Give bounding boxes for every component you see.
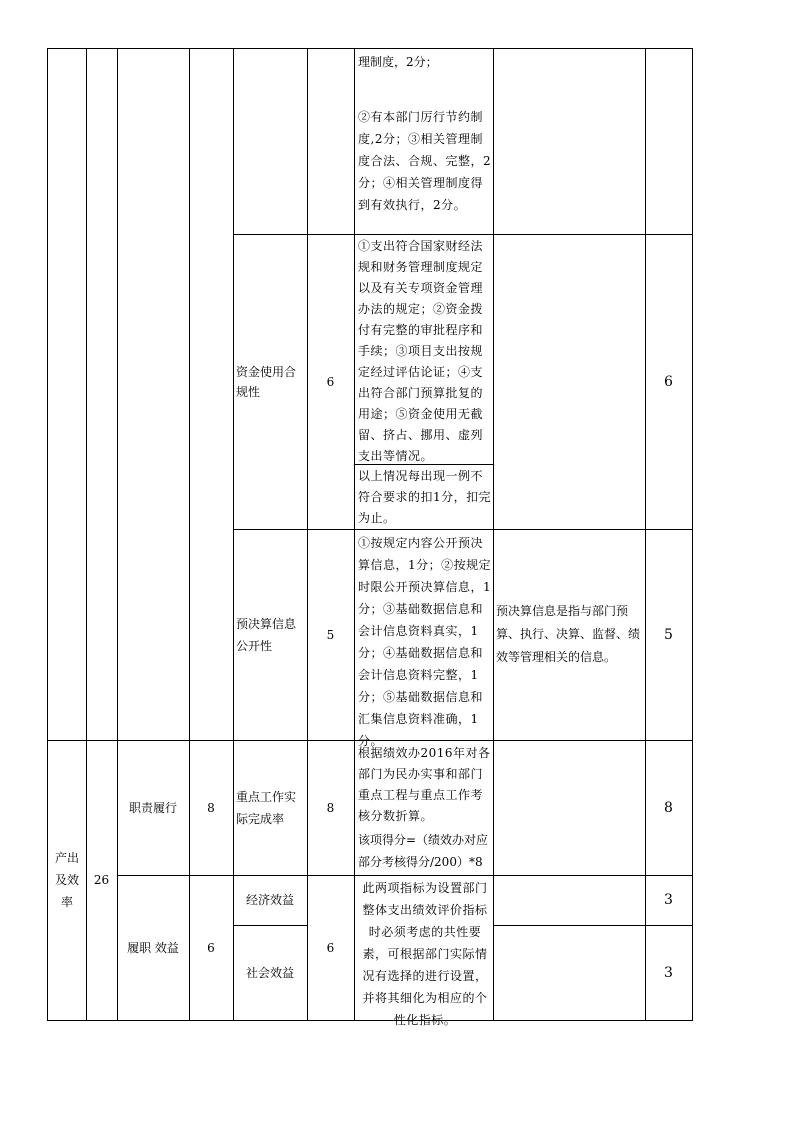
r4-weight: 8 xyxy=(326,800,335,815)
r3-weight: 5 xyxy=(326,627,335,642)
r5-score-a: 3 xyxy=(664,892,673,908)
r5-score-b: 3 xyxy=(664,964,673,981)
r4-sub1: 职责履行 xyxy=(128,800,177,815)
r1-criteria-top: 理制度，2分； xyxy=(358,55,438,69)
r1-criteria-rest: ②有本部门厉行节约制度,2分；③相关管理制度合法、合规、完整，2分；④相关管理制度得到有效执行，2分。 xyxy=(358,110,492,212)
r2-criteria: ①支出符合国家财经法规和财务管理制度规定以及有关专项资金管理办法的规定；②资金拨付有完整的审批程序和手续；③项目支出按规定经过评估论证；④支出符合部门预算批复的用途；⑤资金使用无截留、挤占、挪用、虚列支出等情况。 xyxy=(358,239,484,463)
r4-formula: 该项得分=（绩效办对应部分考核得分/200）*8 xyxy=(358,833,489,869)
r4-criteria: 根据绩效办2016年对各部门为民办实事和部门重点工程与重点工作考核分数折算。 xyxy=(358,746,491,823)
r4-category: 产出及效率 xyxy=(54,851,79,909)
r2-weight: 6 xyxy=(326,374,335,389)
r5-sub2: 履职 效益 xyxy=(127,940,179,955)
r2-indicator: 资金使用合规性 xyxy=(236,364,297,399)
r5-criteria: 此两项指标为设置部门整体支出绩效评价指标时必须考虑的共性要素，可根据部门实际情况有选择的进行设置，并将其细化为相应的个性化指标。 xyxy=(362,881,488,1027)
r5-indicator-a: 经济效益 xyxy=(245,893,294,907)
r3-note: 预决算信息是指与部门预算、执行、决算、监督、绩效等管理相关的信息。 xyxy=(496,604,641,664)
r3-score: 5 xyxy=(664,626,673,643)
r5-weight: 6 xyxy=(326,940,335,955)
r5-sub2-weight: 6 xyxy=(207,940,215,955)
r3-criteria: ①按规定内容公开预决算信息，1分；②按规定时限公开预决算信息，1分；③基础数据信息和会计信息资料真实，1分；④基础数据信息和会计信息资料完整，1分；⑤基础数据信息和汇集信息资料准确，1分。 xyxy=(358,536,492,748)
r5-indicator-b: 社会效益 xyxy=(245,965,294,980)
r4-score: 8 xyxy=(664,799,673,816)
r4-sub1-weight: 8 xyxy=(207,800,215,815)
r4-indicator: 重点工作实际完成率 xyxy=(236,789,297,826)
r3-indicator: 预决算信息公开性 xyxy=(236,616,297,653)
r2-deduction: 以上情况每出现一例不符合要求的扣1分，扣完为止。 xyxy=(358,469,492,525)
r4-category-weight: 26 xyxy=(93,873,110,887)
r2-score: 6 xyxy=(664,373,673,390)
